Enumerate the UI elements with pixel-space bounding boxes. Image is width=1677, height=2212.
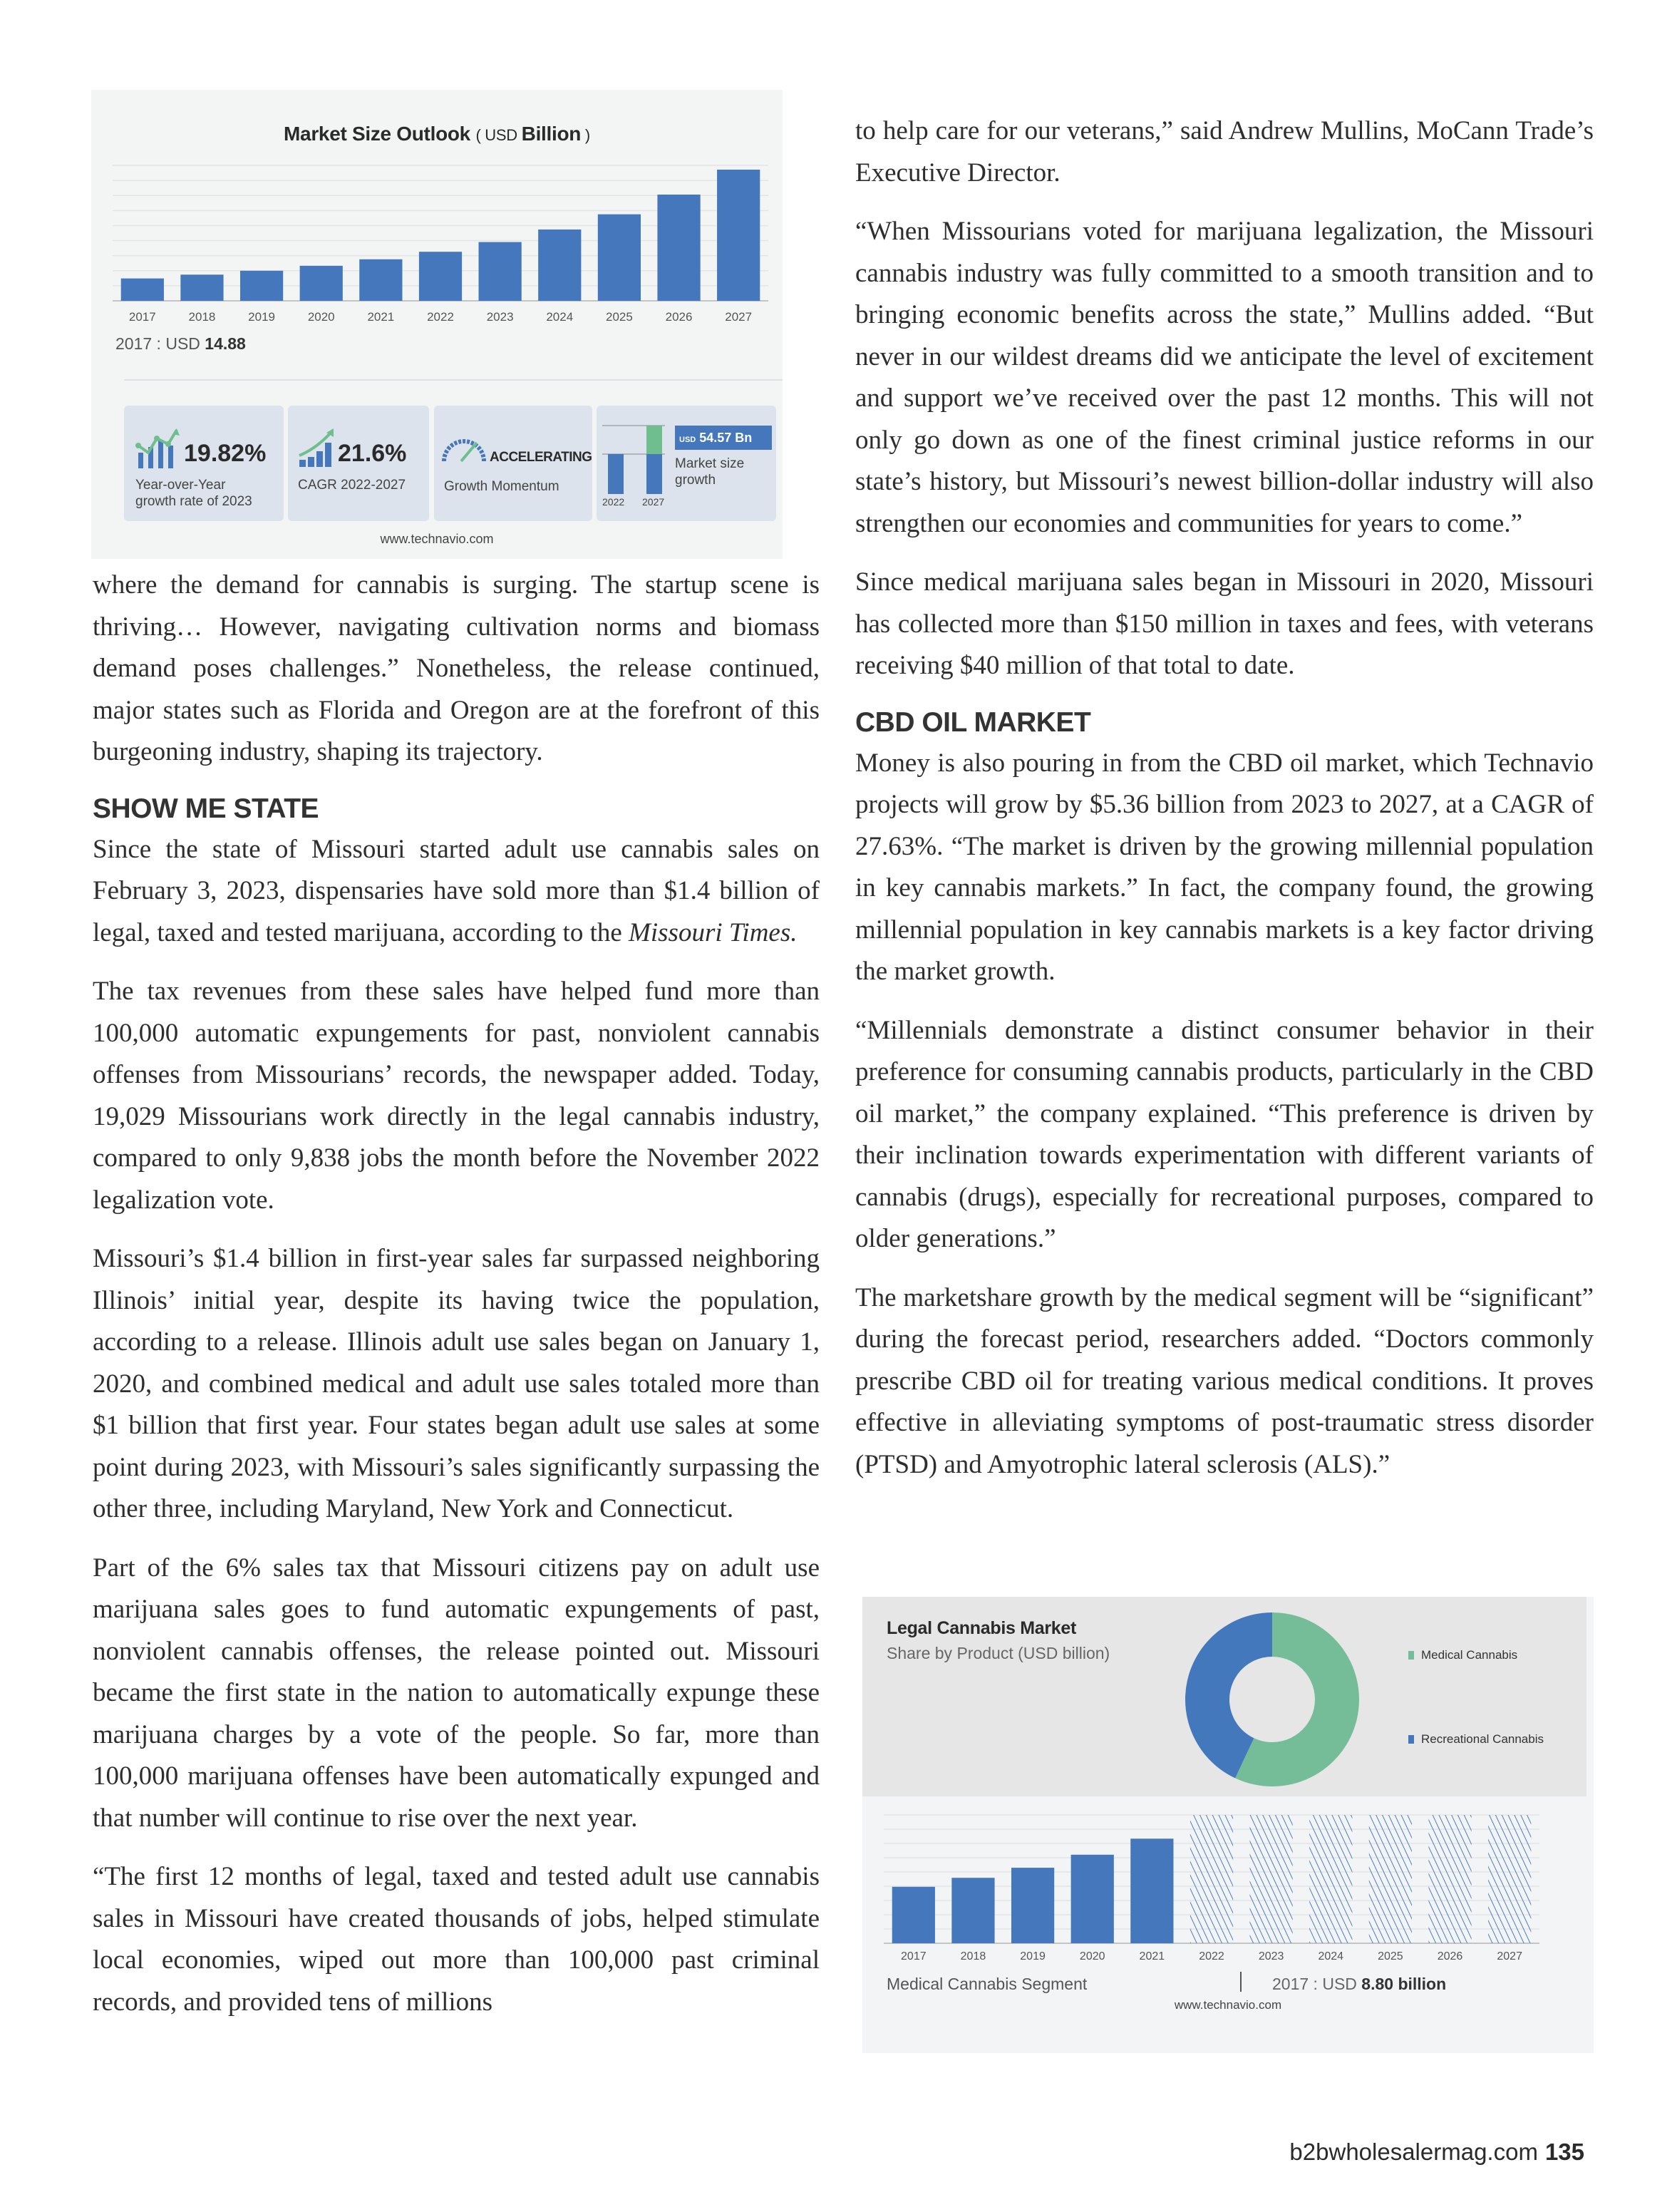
stat-label: Growth Momentum	[444, 479, 559, 494]
divider	[124, 379, 783, 381]
bar-2027	[717, 170, 760, 301]
stat-label	[675, 456, 744, 488]
market-size-bar-chart	[113, 161, 775, 332]
base-note-value: 14.88	[205, 334, 246, 353]
chart-title-text: Market Size Outlook	[284, 123, 470, 145]
bar-2020	[1071, 1855, 1114, 1943]
source-credit: www.technavio.com	[1174, 1998, 1282, 2012]
bar-2023	[479, 242, 522, 301]
unit-prefix: USD	[485, 126, 517, 144]
growth-value-badge	[675, 426, 772, 450]
bar-2021	[359, 259, 402, 301]
stat-label-line: growth	[675, 473, 716, 488]
forecast-bar-2022	[1190, 1815, 1233, 1943]
paragraph: The marketshare growth by the medical segment will be “significant” during the forecast period, researchers added. “Doctors commonly prescribe CBD oil for treating various medical conditions. It proves effective in alleviating symptoms of post-traumatic stress disorder (PTSD) and Amyotrophic lateral sclerosis (ALS).”	[855, 1282, 1594, 1479]
x-tick-label: 2018	[188, 310, 216, 324]
share-donut-chart	[1180, 1608, 1365, 1794]
bar-2017	[121, 279, 164, 301]
section-heading-cbd-oil-market: CBD OIL MARKET	[855, 706, 1091, 738]
x-tick-label: 2020	[307, 310, 335, 324]
forecast-bar-2026	[1428, 1815, 1471, 1943]
unit-label: Billion	[521, 123, 582, 145]
x-tick-label: 2022	[1199, 1950, 1224, 1962]
paragraph: “When Missourians voted for marijuana legalization, the Missouri cannabis industry was fully committed to a smooth transition and to bringing economic benefits across the state,” Mullins added. “But never in our wildest dreams did we anticipate the level of excitement and support we’ve received over the past 12 months. This will not only go down as one of the finest criminal justice reforms in our state’s history, but Missouri’s newest billion-dollar industry will also strengthen our economies and communities for years to come.”	[855, 217, 1594, 538]
paragraph: “The first 12 months of legal, taxed and tested adult use cannabis sales in Missouri have created thousands of jobs, helped stimulate local economies, wiped out more than 100,000 past criminal records, and provided tens of millions	[93, 1862, 820, 2017]
chart-title	[91, 123, 783, 145]
paragraph: Missouri’s $1.4 billion in first-year sales far surpassed neighboring Illinois’ initial year, despite its having twice the population, according to a release. Illinois adult use sales began on January 1, 2020, and combined medical and adult use sales totaled more than $1 billion that first year. Four states began adult use sales at some point during 2023, with Missouri’s sales significantly surpassing the other three, including Maryland, New York and Connecticut.	[93, 1244, 820, 1523]
stat-card-cagr	[288, 406, 429, 521]
paragraph: Since medical marijuana sales began in Missouri in 2020, Missouri has collected more than $150 million in taxes and fees, with veterans receiving $40 million of that total to date.	[855, 567, 1594, 680]
year-label-2027: 2027	[642, 496, 665, 508]
paragraph: Money is also pouring in from the CBD oil market, which Technavio projects will grow by $5.36 billion from 2023 to 2027, at a CAGR of 27.63%. “The market is driven by the growing millennial population in key cannabis markets.” In fact, the company found, the growing millennial population in key cannabis markets is a key factor driving the market growth.	[855, 748, 1594, 986]
x-tick-label: 2023	[486, 310, 514, 324]
momentum-value: ACCELERATING	[490, 450, 592, 465]
publication-name: Missouri Times.	[629, 917, 798, 947]
bar-2027-growth	[646, 426, 662, 454]
chart-title: Legal Cannabis Market	[887, 1618, 1077, 1638]
bar-2022	[608, 454, 624, 494]
x-tick-label: 2027	[725, 310, 753, 324]
page-footer	[1289, 2139, 1584, 2166]
value-prefix: 2017 : USD	[1272, 1975, 1357, 1993]
legend-label: Medical Cannabis	[1421, 1648, 1518, 1662]
x-tick-label: 2025	[605, 310, 633, 324]
x-tick-label: 2022	[427, 310, 454, 324]
bar-line-growth-icon	[135, 428, 180, 470]
legend-swatch	[1408, 1735, 1414, 1744]
bar-2019	[1011, 1868, 1054, 1943]
bar-2017	[892, 1887, 935, 1943]
bar-2021	[1130, 1838, 1173, 1943]
forecast-bar-2023	[1250, 1815, 1293, 1943]
stat-card-market-growth	[597, 406, 776, 521]
x-tick-label: 2024	[1318, 1950, 1344, 1962]
x-tick-label: 2026	[1437, 1950, 1463, 1962]
paragraph: “Millennials demonstrate a distinct consumer behavior in their preference for consuming cannabis products, particularly in the CBD oil market,” the company explained. “This preference is driven by their inclination towards experimentation with different variants of cannabis (drugs), especially for recreational purposes, compared to older generations.”	[855, 1015, 1594, 1253]
forecast-bar-2024	[1309, 1815, 1352, 1943]
paragraph: The tax revenues from these sales have helped fund more than 100,000 automatic expungements for past, nonviolent cannabis offenses from Missourians’ records, the newspaper added. Today, 19,029 Missourians work directly in the legal cannabis industry, compared to only 9,838 jobs the month before the November 2022 legalization vote.	[93, 977, 820, 1215]
paragraph	[93, 829, 820, 955]
x-tick-label: 2019	[1020, 1950, 1046, 1962]
x-tick-label: 2027	[1497, 1950, 1522, 1962]
medical-segment-bar-chart	[877, 1811, 1561, 1953]
speedometer-icon	[441, 436, 487, 464]
paragraph: Part of the 6% sales tax that Missouri citizens pay on adult use marijuana sales goes to fund automatic expungements of past, nonviolent cannabis offenses, the release pointed out. Missouri became the first state in the nation to automatically expunge these marijuana charges by a vote of the people. So far, more than 100,000 marijuana offenses have been automatically expunged and that number will continue to rise over the next year.	[93, 1553, 820, 1833]
bar-2025	[598, 215, 641, 301]
market-size-infographic	[91, 90, 783, 559]
bar-2018	[180, 274, 223, 301]
segment-label: Medical Cannabis Segment	[887, 1975, 1088, 1993]
legend-item-recreational	[1408, 1732, 1544, 1747]
stat-card-yoy	[124, 406, 284, 521]
x-tick-label: 2019	[248, 310, 276, 324]
stat-label-line: Year-over-Year	[135, 478, 226, 493]
bar-2019	[240, 271, 283, 301]
paragraph: where the demand for cannabis is surging. The startup scene is thriving… However, navigating cultivation norms and biomass demand poses challenges.” Nonetheless, the release continued, major states such as Florida and Oregon are at the forefront of this burgeoning industry, shaping its trajectory.	[93, 570, 820, 766]
year-label-2022: 2022	[602, 496, 625, 508]
source-credit: www.technavio.com	[380, 532, 494, 546]
bar-2022	[419, 252, 462, 301]
stat-label	[135, 477, 252, 510]
article-right-column	[855, 110, 1594, 1503]
article-left-column	[93, 565, 820, 2040]
base-year-note	[115, 334, 246, 354]
forecast-bar-2027	[1488, 1815, 1531, 1943]
stat-label: CAGR 2022-2027	[298, 478, 406, 493]
stat-label-line: growth rate of 2023	[135, 494, 252, 509]
separator	[1240, 1972, 1242, 1992]
bar-2018	[951, 1878, 994, 1943]
value-amount: 8.80 billion	[1361, 1975, 1447, 1993]
x-tick-label: 2026	[665, 310, 693, 324]
x-tick-label: 2023	[1258, 1950, 1284, 1962]
legend-swatch	[1408, 1651, 1414, 1660]
stat-value: 21.6%	[338, 440, 407, 467]
legend-item-medical	[1408, 1648, 1517, 1662]
bar-2026	[657, 195, 700, 301]
stat-label-line: Market size	[675, 456, 745, 471]
legal-cannabis-market-infographic	[862, 1597, 1594, 2053]
bar-2024	[538, 230, 581, 301]
bar-2020	[300, 266, 343, 301]
x-tick-label: 2017	[128, 310, 156, 324]
paragraph-text: Since the state of Missouri started adult use cannabis sales on February 3, 2023, dispensaries have sold more than $1.4 billion of legal, taxed and tested marijuana, according to the	[93, 834, 820, 947]
x-tick-label: 2021	[367, 310, 395, 324]
badge-value: 54.57 Bn	[699, 431, 753, 445]
x-tick-label: 2024	[546, 310, 574, 324]
chart-unit: ( USD Billion )	[475, 123, 590, 145]
base-note-prefix: 2017 : USD	[115, 334, 200, 353]
segment-value	[1272, 1975, 1446, 1994]
bar-2027-base	[646, 454, 662, 494]
x-tick-label: 2017	[901, 1950, 927, 1962]
x-tick-label: 2018	[960, 1950, 986, 1962]
page-number: 135	[1544, 2139, 1584, 2165]
badge-prefix: USD	[679, 436, 696, 444]
x-tick-label: 2020	[1079, 1950, 1105, 1962]
chart-subtitle: Share by Product (USD billion)	[887, 1644, 1110, 1662]
forecast-bar-2025	[1369, 1815, 1412, 1943]
legend-label: Recreational Cannabis	[1421, 1732, 1544, 1746]
site-url: b2bwholesalermag.com	[1289, 2139, 1538, 2165]
x-tick-label: 2025	[1378, 1950, 1403, 1962]
rising-bars-arrow-icon	[298, 428, 336, 468]
x-tick-label: 2021	[1139, 1950, 1165, 1962]
stat-card-momentum	[434, 406, 592, 521]
stat-value: 19.82%	[184, 440, 267, 467]
paragraph: to help care for our veterans,” said Andrew Mullins, MoCann Trade’s Executive Director.	[855, 116, 1594, 187]
section-heading-show-me-state: SHOW ME STATE	[93, 793, 319, 824]
